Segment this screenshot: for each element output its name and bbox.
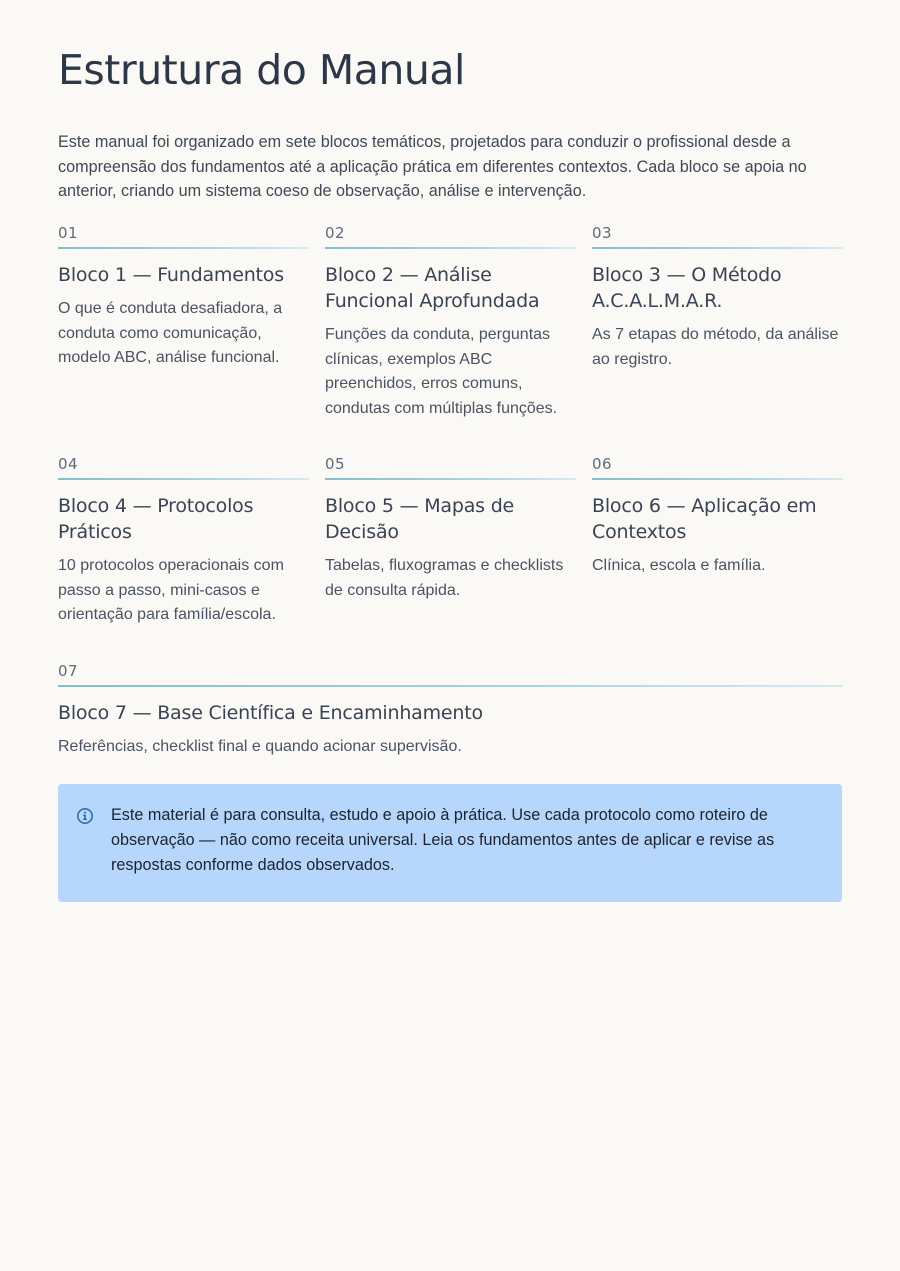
info-callout bbox=[58, 784, 842, 902]
block-title: Bloco 1 — Fundamentos bbox=[58, 264, 284, 286]
block-divider bbox=[58, 685, 843, 687]
block-card-7 bbox=[58, 660, 843, 760]
block-divider bbox=[325, 247, 576, 249]
block-title: Bloco 2 — Análise Funcional Aprofundada bbox=[325, 264, 540, 312]
block-card-6 bbox=[592, 453, 843, 628]
block-description: Referências, checklist final e quando acionar supervisão. bbox=[58, 737, 462, 755]
block-number: 06 bbox=[592, 455, 613, 473]
block-title: Bloco 4 — Protocolos Práticos bbox=[58, 495, 254, 543]
block-number: 07 bbox=[58, 661, 79, 680]
block-description: Funções da conduta, perguntas clínicas, exemplos ABC preenchidos, erros comuns, condutas com múltiplas funções. bbox=[325, 326, 558, 417]
block-divider bbox=[325, 478, 576, 480]
block-number: 01 bbox=[58, 224, 79, 242]
callout-text: Este material é para consulta, estudo e apoio à prática. Use cada protocolo como roteiro de observação — não como receita universal. Leia os fundamentos antes de aplicar e revise as respostas conforme dados observados. bbox=[111, 806, 775, 874]
block-number: 02 bbox=[325, 224, 346, 242]
block-card-2 bbox=[325, 222, 576, 421]
block-divider bbox=[58, 478, 309, 480]
page-title: Estrutura do Manual bbox=[58, 46, 465, 94]
block-divider bbox=[592, 247, 843, 249]
block-card-5 bbox=[325, 453, 576, 628]
block-card-3 bbox=[592, 222, 843, 421]
block-number: 05 bbox=[325, 455, 346, 473]
block-description: 10 protocolos operacionais com passo a passo, mini-casos e orientação para família/escola. bbox=[58, 557, 284, 623]
block-description: O que é conduta desafiadora, a conduta como comunicação, modelo ABC, análise funcional. bbox=[58, 300, 283, 366]
block-divider bbox=[592, 478, 843, 480]
block-title: Bloco 6 — Aplicação em Contextos bbox=[592, 495, 817, 543]
info-icon bbox=[76, 807, 94, 825]
block-card-1 bbox=[58, 222, 309, 421]
intro-paragraph: Este manual foi organizado em sete blocos temáticos, projetados para conduzir o profissional desde a compreensão dos fundamentos até a aplicação prática em diferentes contextos. Cada bloco se apoia no anterior, criando um sistema coeso de observação, análise e intervenção. bbox=[58, 133, 807, 200]
block-title: Bloco 3 — O Método A.C.A.L.M.A.R. bbox=[592, 264, 782, 312]
block-number: 03 bbox=[592, 224, 613, 242]
block-description: Clínica, escola e família. bbox=[592, 557, 766, 574]
block-description: As 7 etapas do método, da análise ao registro. bbox=[592, 326, 839, 368]
block-number: 04 bbox=[58, 455, 79, 473]
block-title: Bloco 5 — Mapas de Decisão bbox=[325, 495, 515, 543]
block-divider bbox=[58, 247, 309, 249]
blocks-grid bbox=[58, 222, 842, 759]
block-card-4 bbox=[58, 453, 309, 628]
block-title: Bloco 7 — Base Científica e Encaminhamento bbox=[58, 701, 483, 724]
block-description: Tabelas, fluxogramas e checklists de consulta rápida. bbox=[325, 557, 564, 599]
